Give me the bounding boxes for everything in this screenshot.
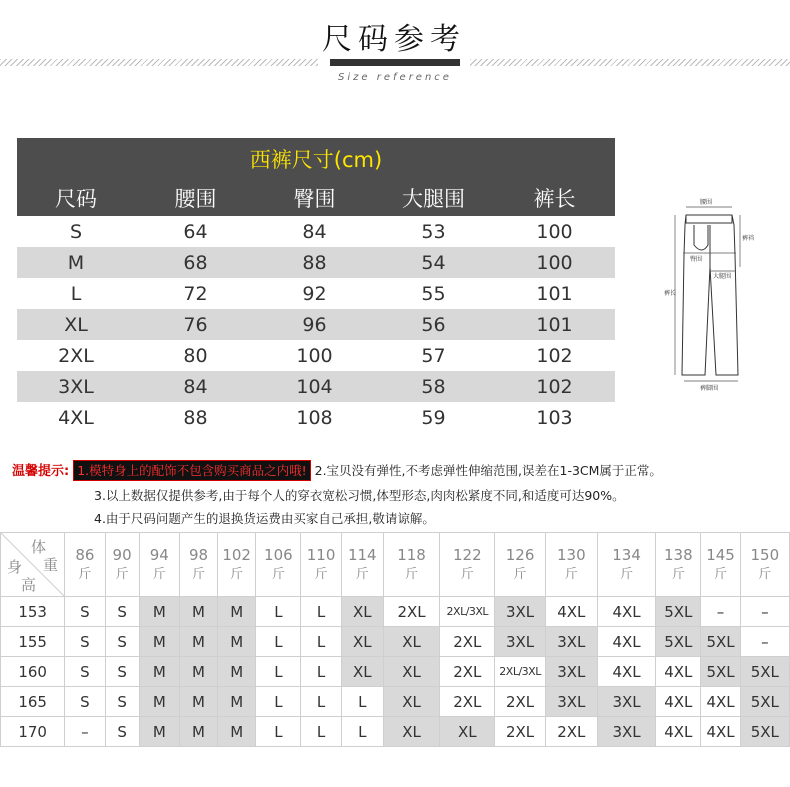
size-cell: 5XL — [740, 687, 789, 717]
pants-table-cell: 104 — [256, 371, 373, 402]
size-cell: L — [301, 657, 341, 687]
chart-corner-header: 体 重 身 高 — [1, 533, 65, 597]
pants-table-cell: 96 — [256, 309, 373, 340]
pants-table-cell: 64 — [135, 216, 256, 247]
pants-table-cell: L — [17, 278, 135, 309]
size-cell: 3XL — [597, 687, 655, 717]
size-cell: S — [65, 627, 105, 657]
weight-column-header: 150 斤 — [740, 533, 789, 597]
note-accessory-warning: 1.模特身上的配饰不包含购买商品之内哦! — [73, 460, 310, 481]
size-cell: 2XL — [545, 717, 597, 747]
height-cell: 165 — [1, 687, 65, 717]
size-cell: 4XL — [656, 657, 701, 687]
weight-column-header: 94 斤 — [139, 533, 179, 597]
pants-measurement-diagram — [650, 185, 770, 400]
pants-table-cell: 56 — [373, 309, 494, 340]
size-cell: 3XL — [545, 657, 597, 687]
size-cell: L — [256, 627, 301, 657]
size-cell: 4XL — [701, 687, 740, 717]
pants-table-cell: 100 — [256, 340, 373, 371]
diagram-label-hip: 臀围 — [690, 256, 703, 263]
diagram-label-waist: 腰围 — [700, 199, 713, 206]
height-cell: 153 — [1, 597, 65, 627]
note-line-1 — [12, 460, 662, 479]
pants-table-cell: 53 — [373, 216, 494, 247]
weight-column-header: 145 斤 — [701, 533, 740, 597]
size-cell: L — [301, 597, 341, 627]
page-title: 尺码参考 — [322, 22, 466, 57]
pants-table-row — [17, 278, 615, 309]
size-cell: 3XL — [545, 687, 597, 717]
column-header: 臀围 — [256, 180, 373, 216]
weight-column-header: 110 斤 — [301, 533, 341, 597]
size-cell: S — [105, 597, 139, 627]
weight-column-header: 122 斤 — [440, 533, 495, 597]
size-cell: 3XL — [495, 627, 545, 657]
size-cell: 2XL — [440, 687, 495, 717]
pants-table-cell: 100 — [494, 247, 615, 278]
size-cell: XL — [341, 657, 383, 687]
size-cell: 4XL — [656, 717, 701, 747]
size-cell: – — [740, 597, 789, 627]
size-cell: 2XL — [383, 597, 439, 627]
column-header: 大腿围 — [373, 180, 494, 216]
size-cell: M — [218, 627, 256, 657]
size-cell: M — [139, 717, 179, 747]
size-cell: M — [179, 717, 217, 747]
pants-table-cell: 84 — [256, 216, 373, 247]
size-cell: L — [256, 657, 301, 687]
column-header: 尺码 — [17, 180, 135, 216]
size-chart-row — [1, 627, 790, 657]
size-cell: L — [301, 687, 341, 717]
pants-table-cell: 54 — [373, 247, 494, 278]
size-cell: 4XL — [701, 717, 740, 747]
size-cell: S — [105, 657, 139, 687]
pants-table-row — [17, 247, 615, 278]
pants-table-cell: 80 — [135, 340, 256, 371]
pants-table-cell: 55 — [373, 278, 494, 309]
pants-table-row — [17, 309, 615, 340]
diagram-label-rise: 裤裆 — [742, 235, 755, 242]
pants-table-cell: 103 — [494, 402, 615, 433]
size-cell: M — [179, 687, 217, 717]
pants-table-cell: 57 — [373, 340, 494, 371]
warm-tip-label: 温馨提示: — [12, 464, 70, 479]
size-cell: M — [218, 597, 256, 627]
size-cell: M — [179, 657, 217, 687]
size-cell: 4XL — [597, 627, 655, 657]
diagram-label-hem: 裤脚围 — [700, 385, 719, 392]
size-cell: L — [256, 597, 301, 627]
pants-table-cell: M — [17, 247, 135, 278]
height-cell: 155 — [1, 627, 65, 657]
weight-column-header: 90 斤 — [105, 533, 139, 597]
pants-table-cell: 102 — [494, 371, 615, 402]
size-cell: S — [65, 687, 105, 717]
pants-table-caption: 西裤尺寸(cm) — [17, 138, 615, 180]
size-cell: XL — [341, 597, 383, 627]
pants-table-cell: 101 — [494, 309, 615, 340]
weight-column-header: 86 斤 — [65, 533, 105, 597]
size-cell: 3XL — [545, 627, 597, 657]
pants-table-row — [17, 216, 615, 247]
size-cell: 3XL — [495, 597, 545, 627]
weight-column-header: 126 斤 — [495, 533, 545, 597]
pants-table-cell: 3XL — [17, 371, 135, 402]
size-cell: 4XL — [545, 597, 597, 627]
size-cell: – — [701, 597, 740, 627]
size-cell: M — [179, 627, 217, 657]
page-subtitle: Size reference — [338, 72, 452, 83]
size-cell: M — [139, 687, 179, 717]
size-cell: 2XL — [495, 687, 545, 717]
size-cell: 4XL — [597, 657, 655, 687]
diagram-label-length: 裤长 — [664, 290, 677, 297]
size-cell: S — [65, 657, 105, 687]
size-cell: 2XL — [440, 657, 495, 687]
size-cell: 4XL — [656, 687, 701, 717]
size-cell: L — [256, 717, 301, 747]
size-cell: 2XL/3XL — [440, 597, 495, 627]
pants-table-cell: S — [17, 216, 135, 247]
note-reference: 3.以上数据仅提供参考,由于每个人的穿衣宽松习惯,体型形态,肉肉松紧度不同,和适度可达90%。 — [94, 488, 625, 503]
size-cell: M — [218, 687, 256, 717]
size-chart-row — [1, 717, 790, 747]
weight-column-header: 130 斤 — [545, 533, 597, 597]
pants-table-cell: 2XL — [17, 340, 135, 371]
size-cell: M — [179, 597, 217, 627]
size-cell: L — [341, 687, 383, 717]
pants-table-header — [17, 180, 615, 216]
size-cell: XL — [383, 627, 439, 657]
size-cell: 2XL — [440, 627, 495, 657]
size-cell: XL — [341, 627, 383, 657]
weight-column-header: 138 斤 — [656, 533, 701, 597]
pants-table-cell: 76 — [135, 309, 256, 340]
size-cell: 5XL — [740, 657, 789, 687]
diagram-label-thigh: 大腿围 — [713, 273, 732, 280]
header-divider-right — [470, 59, 790, 66]
size-cell: L — [301, 717, 341, 747]
pants-table-cell: 88 — [256, 247, 373, 278]
pants-table-cell: 58 — [373, 371, 494, 402]
pants-table-cell: 100 — [494, 216, 615, 247]
note-elasticity: 2.宝贝没有弹性,不考虑弹性伸缩范围,误差在1-3CM属于正常。 — [314, 463, 662, 478]
column-header: 裤长 — [494, 180, 615, 216]
pants-table-cell: 108 — [256, 402, 373, 433]
weight-column-header: 98 斤 — [179, 533, 217, 597]
size-cell: – — [65, 717, 105, 747]
height-cell: 170 — [1, 717, 65, 747]
pants-table-row — [17, 340, 615, 371]
size-cell: 5XL — [740, 717, 789, 747]
size-cell: 3XL — [597, 717, 655, 747]
pants-table-cell: XL — [17, 309, 135, 340]
size-cell: XL — [383, 657, 439, 687]
pants-table-cell: 4XL — [17, 402, 135, 433]
pants-table-row — [17, 402, 615, 433]
pants-table-cell: 101 — [494, 278, 615, 309]
size-cell: M — [218, 717, 256, 747]
size-cell: M — [139, 597, 179, 627]
weight-column-header: 118 斤 — [383, 533, 439, 597]
pants-table-cell: 88 — [135, 402, 256, 433]
size-cell: S — [105, 627, 139, 657]
pants-table-row — [17, 371, 615, 402]
size-cell: 5XL — [656, 627, 701, 657]
note-return-shipping: 4.由于尺码问题产生的退换货运费由买家自己承担,敬请谅解。 — [94, 511, 435, 526]
size-cell: L — [301, 627, 341, 657]
pants-size-table — [17, 138, 615, 433]
size-cell: M — [139, 627, 179, 657]
weight-column-header: 102 斤 — [218, 533, 256, 597]
size-cell: L — [256, 687, 301, 717]
weight-column-header: 114 斤 — [341, 533, 383, 597]
pants-table-cell: 102 — [494, 340, 615, 371]
size-cell: 4XL — [597, 597, 655, 627]
header-divider-left — [0, 59, 318, 66]
pants-table-cell: 59 — [373, 402, 494, 433]
size-cell: 5XL — [656, 597, 701, 627]
weight-column-header: 106 斤 — [256, 533, 301, 597]
size-cell: L — [341, 717, 383, 747]
size-cell: XL — [383, 717, 439, 747]
size-cell: M — [139, 657, 179, 687]
size-cell: 5XL — [701, 657, 740, 687]
size-chart-row — [1, 687, 790, 717]
size-cell: S — [105, 687, 139, 717]
size-cell: 5XL — [701, 627, 740, 657]
weight-column-header: 134 斤 — [597, 533, 655, 597]
pants-table-cell: 92 — [256, 278, 373, 309]
size-cell: M — [218, 657, 256, 687]
size-cell: – — [740, 627, 789, 657]
size-cell: S — [65, 597, 105, 627]
pants-table-cell: 84 — [135, 371, 256, 402]
size-cell: 2XL/3XL — [495, 657, 545, 687]
height-weight-size-chart — [0, 532, 790, 747]
size-chart-row — [1, 597, 790, 627]
pants-table-cell: 72 — [135, 278, 256, 309]
size-cell: XL — [440, 717, 495, 747]
size-chart-row — [1, 657, 790, 687]
size-cell: XL — [383, 687, 439, 717]
column-header: 腰围 — [135, 180, 256, 216]
pants-table-cell: 68 — [135, 247, 256, 278]
height-cell: 160 — [1, 657, 65, 687]
size-cell: S — [105, 717, 139, 747]
size-cell: 2XL — [495, 717, 545, 747]
title-underline — [330, 59, 460, 66]
